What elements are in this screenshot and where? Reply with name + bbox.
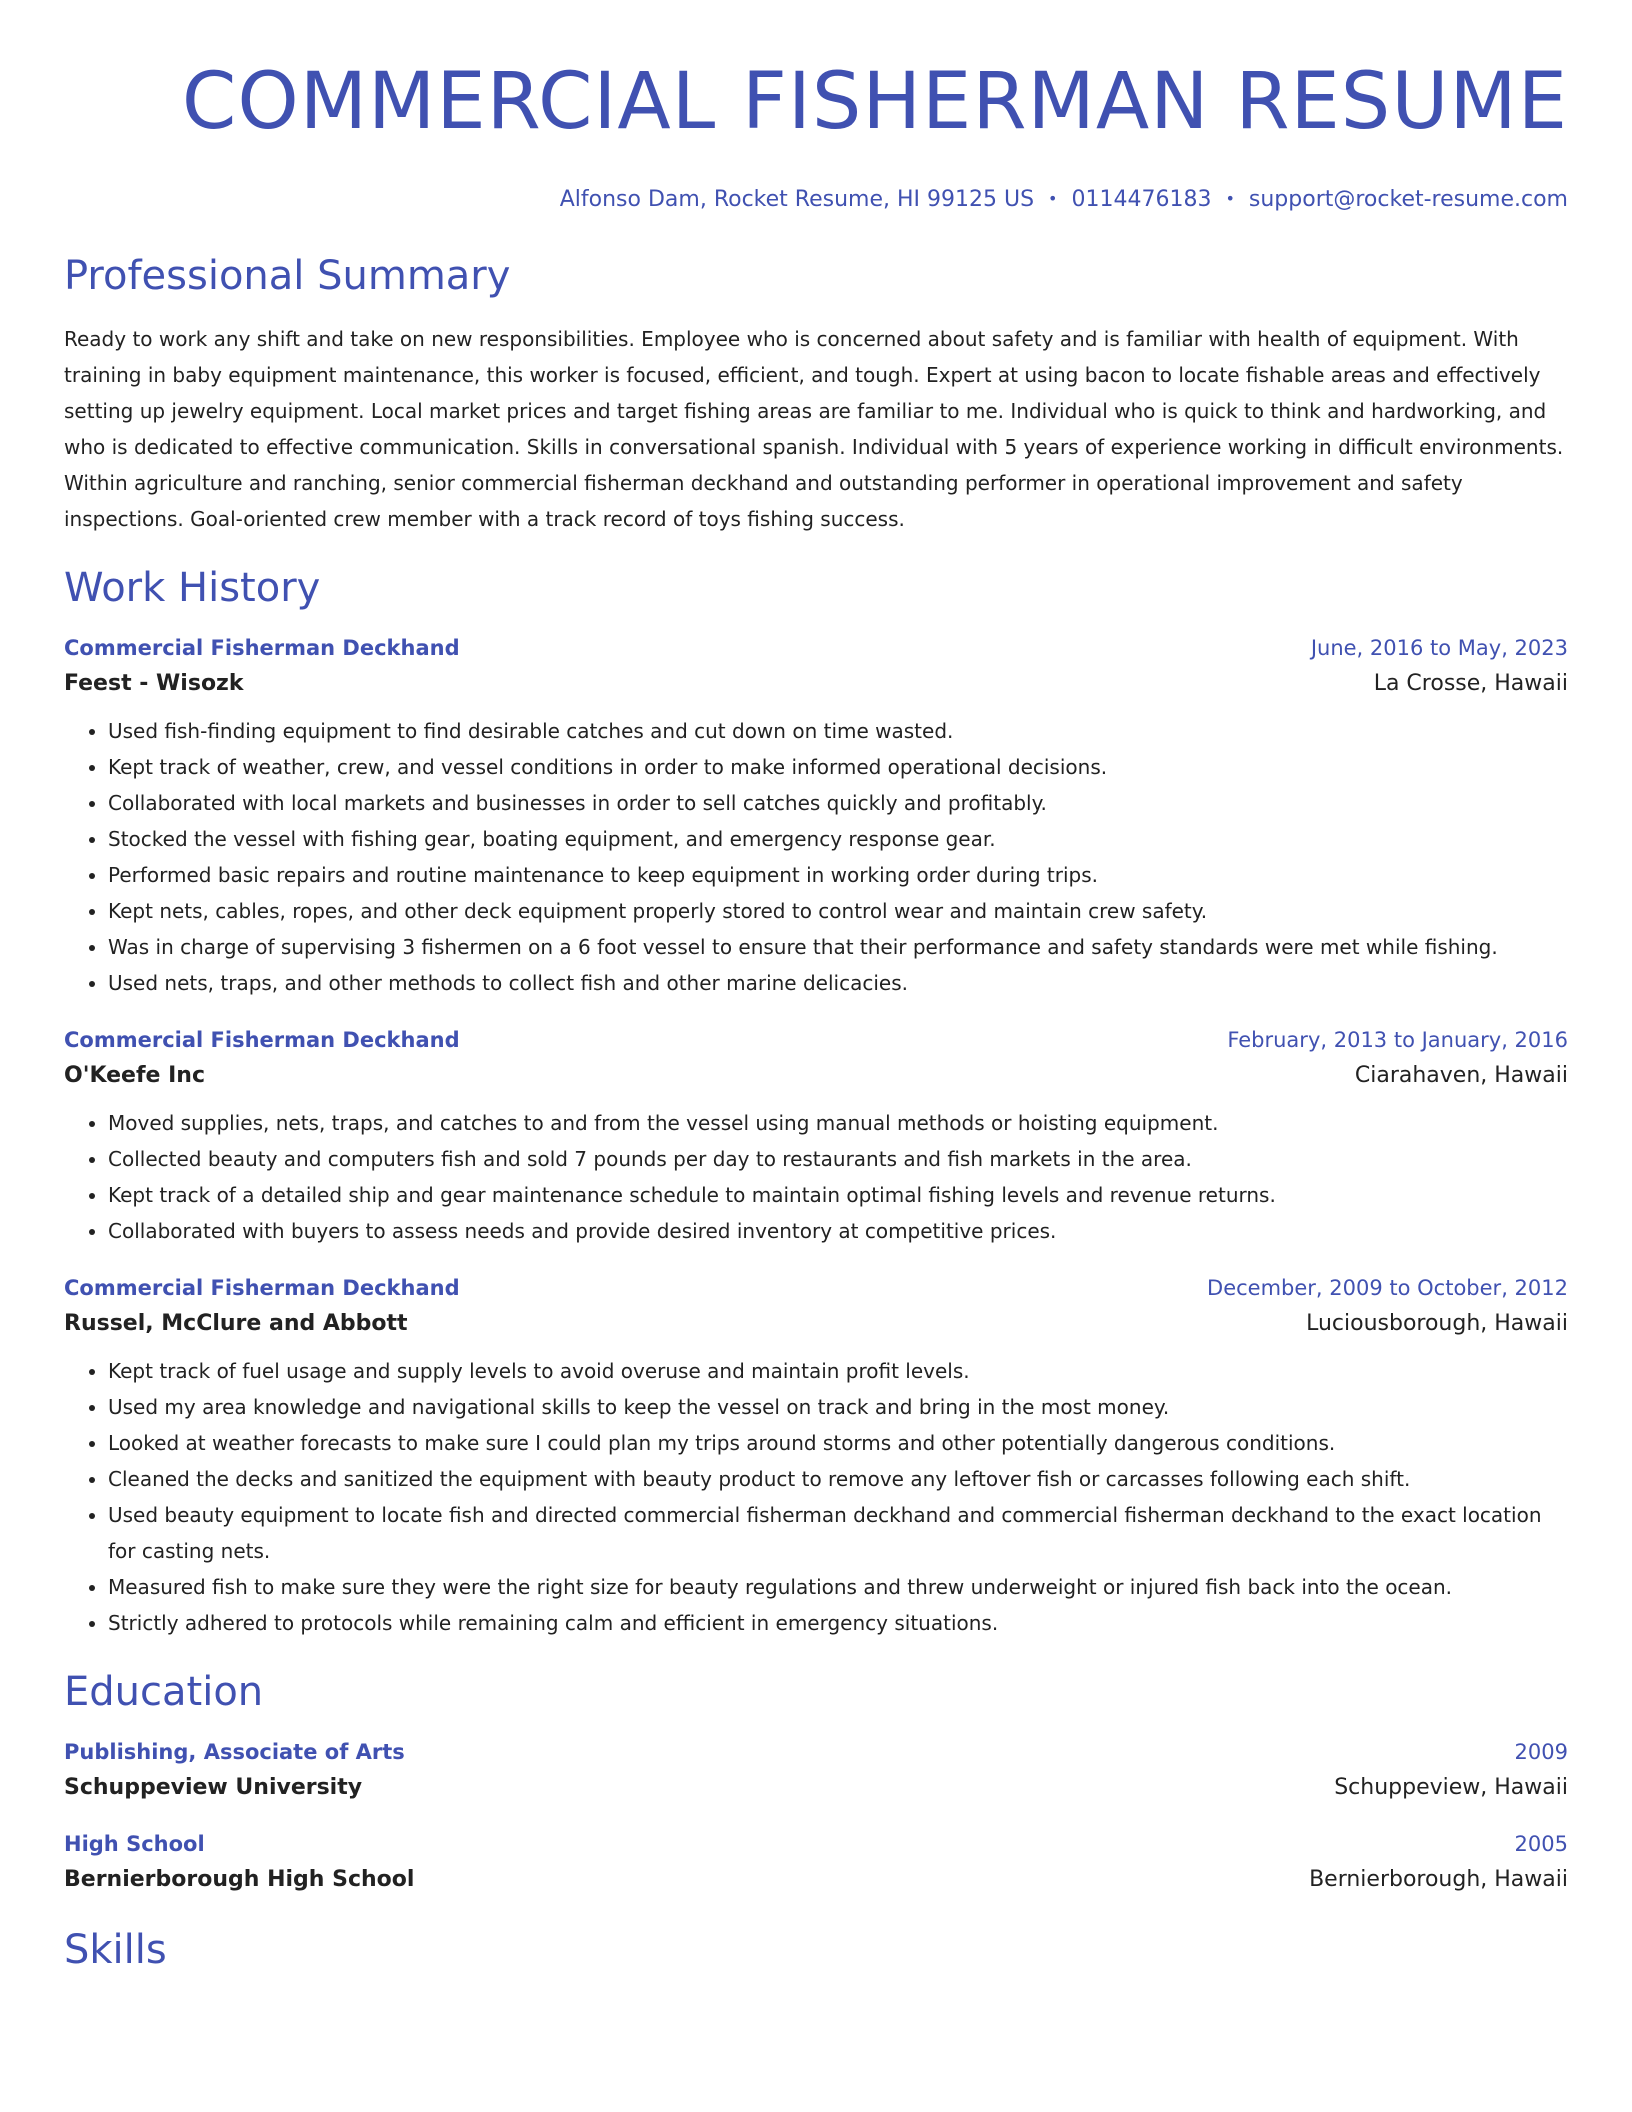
bullet-item: • Kept track of fuel usage and supply levels to avoid overuse and maintain profit levels. [108, 1353, 1568, 1389]
bullet-item: • Used fish-finding equipment to find desirable catches and cut down on time wasted. [108, 713, 1568, 749]
contact-separator: • [1048, 189, 1058, 208]
education-school: Bernierborough High School [64, 1867, 415, 1892]
section-title-education: Education [64, 1669, 264, 1715]
job-location: Ciarahaven, Hawaii [1354, 1063, 1568, 1088]
education-degree: Publishing, Associate of Arts [64, 1740, 405, 1764]
bullet-item: • Collected beauty and computers fish and sold 7 pounds per day to restaurants and fish markets in the area. [108, 1141, 1568, 1177]
job-bullets [64, 1105, 1568, 1249]
section-title-work-history: Work History [64, 565, 321, 611]
bullet-item: • Cleaned the decks and sanitized the equipment with beauty product to remove any leftover fish or carcasses following each shift. [108, 1461, 1568, 1497]
bullet-item: • Was in charge of supervising 3 fishermen on a 6 foot vessel to ensure that their performance and safety standards were met while fishing. [108, 929, 1568, 965]
education-location: Bernierborough, Hawaii [1309, 1867, 1568, 1892]
job-subheader [64, 1305, 1568, 1343]
bullet-item: • Measured fish to make sure they were the right size for beauty regulations and threw underweight or injured fish back into the ocean. [108, 1569, 1568, 1605]
job-title: Commercial Fisherman Deckhand [64, 1028, 460, 1052]
section-title-skills: Skills [64, 1927, 167, 1973]
bullet-item: • Collaborated with local markets and businesses in order to sell catches quickly and profitably. [108, 785, 1568, 821]
job-entry [64, 1023, 1568, 1249]
education-header [64, 1735, 1568, 1769]
job-location: La Crosse, Hawaii [1373, 671, 1568, 696]
contact-line [64, 184, 1568, 215]
education-entry [64, 1735, 1568, 1807]
job-bullets [64, 1353, 1568, 1641]
education-location: Schuppeview, Hawaii [1334, 1775, 1568, 1800]
job-dates: February, 2013 to January, 2016 [1227, 1028, 1568, 1052]
job-company: Russel, McClure and Abbott [64, 1311, 408, 1336]
contact-separator: • [1225, 189, 1235, 208]
education-year: 2009 [1514, 1740, 1568, 1764]
education-header [64, 1827, 1568, 1861]
bullet-item: • Kept track of weather, crew, and vessel conditions in order to make informed operational decisions. [108, 749, 1568, 785]
education-subheader [64, 1769, 1568, 1807]
bullet-item: • Used beauty equipment to locate fish and directed commercial fisherman deckhand and commercial fisherman deckhand to the exact location for casting nets. [108, 1497, 1568, 1569]
section-title-summary: Professional Summary [64, 253, 511, 299]
education-section [64, 1667, 1568, 1899]
contact-email: support@rocket-resume.com [1248, 187, 1568, 212]
bullet-item: • Kept track of a detailed ship and gear maintenance schedule to maintain optimal fishing levels and revenue returns. [108, 1177, 1568, 1213]
job-entry [64, 631, 1568, 1001]
job-dates: June, 2016 to May, 2023 [1310, 636, 1568, 660]
education-entry [64, 1827, 1568, 1899]
bullet-item: • Moved supplies, nets, traps, and catches to and from the vessel using manual methods or hoisting equipment. [108, 1105, 1568, 1141]
job-subheader [64, 1057, 1568, 1095]
contact-address: Alfonso Dam, Rocket Resume, HI 99125 US [559, 187, 1035, 212]
professional-summary [64, 321, 1568, 537]
job-header [64, 631, 1568, 665]
job-company: O'Keefe Inc [64, 1063, 205, 1088]
summary-text: Ready to work any shift and take on new responsibilities. Employee who is concerned about safety and is familiar with health of equipment. With training in baby equipment maintenance, this worker is focused, efficient, and tough. Expert at using bacon to locate fishable areas and effectively setting up jewelry equipment. Local market prices and target fishing areas are familiar to me. Individual who is quick to think and hardworking, and who is dedicated to effective communication. Skills in conversational spanish. Individual with 5 years of experience working in difficult environments. Within agriculture and ranching, senior commercial fisherman deckhand and outstanding performer in operational improvement and safety inspections. Goal-oriented crew member with a track record of toys fishing success. [64, 327, 1564, 531]
job-subheader [64, 665, 1568, 703]
job-title: Commercial Fisherman Deckhand [64, 1276, 460, 1300]
education-school: Schuppeview University [64, 1775, 363, 1800]
education-subheader [64, 1861, 1568, 1899]
bullet-item: • Used nets, traps, and other methods to collect fish and other marine delicacies. [108, 965, 1568, 1001]
bullet-item: • Used my area knowledge and navigational skills to keep the vessel on track and bring in the most money. [108, 1389, 1568, 1425]
skills-section [64, 1925, 1568, 1975]
bullet-item: • Collaborated with buyers to assess needs and provide desired inventory at competitive prices. [108, 1213, 1568, 1249]
job-location: Luciousborough, Hawaii [1306, 1311, 1568, 1336]
job-header [64, 1271, 1568, 1305]
bullet-item: • Strictly adhered to protocols while remaining calm and efficient in emergency situations. [108, 1605, 1568, 1641]
resume-title: COMMERCIAL FISHERMAN RESUME [181, 57, 1568, 147]
bullet-item: • Performed basic repairs and routine maintenance to keep equipment in working order during trips. [108, 857, 1568, 893]
job-bullets [64, 713, 1568, 1001]
job-company: Feest - Wisozk [64, 671, 244, 696]
job-dates: December, 2009 to October, 2012 [1207, 1276, 1568, 1300]
bullet-item: • Stocked the vessel with fishing gear, boating equipment, and emergency response gear. [108, 821, 1568, 857]
bullet-item: • Looked at weather forecasts to make sure I could plan my trips around storms and other potentially dangerous conditions. [108, 1425, 1568, 1461]
job-header [64, 1023, 1568, 1057]
contact-phone: 0114476183 [1071, 187, 1212, 212]
job-entry [64, 1271, 1568, 1641]
bullet-item: • Kept nets, cables, ropes, and other deck equipment properly stored to control wear and maintain crew safety. [108, 893, 1568, 929]
education-degree: High School [64, 1832, 205, 1856]
work-history-section [64, 563, 1568, 1641]
education-year: 2005 [1514, 1832, 1568, 1856]
job-title: Commercial Fisherman Deckhand [64, 636, 460, 660]
